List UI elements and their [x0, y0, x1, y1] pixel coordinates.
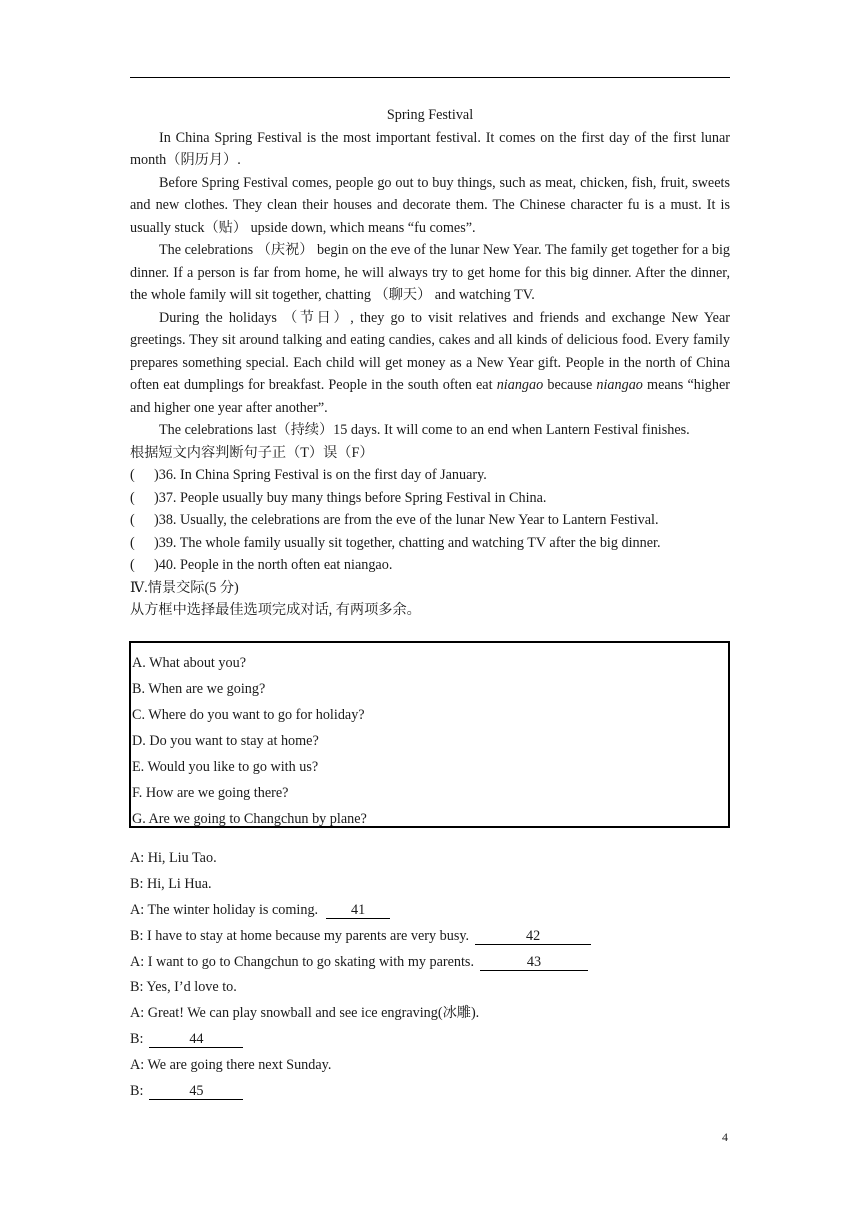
- question-text: )40. People in the north often eat niangao.: [154, 557, 393, 573]
- dialog-text: A: The winter holiday is coming.: [130, 901, 319, 918]
- blank-42: 42: [475, 928, 591, 945]
- tf-question-37: [130, 487, 730, 510]
- dialog-line-6: B: Yes, I’d love to.: [130, 979, 237, 996]
- option-f: F. How are we going there?: [132, 785, 289, 801]
- question-text: )37. People usually buy many things before Spring Festival in China.: [154, 489, 547, 506]
- blank-44: 44: [149, 1031, 243, 1048]
- tf-question-39: [130, 532, 730, 555]
- tf-question-38: [130, 509, 730, 532]
- option-d: D. Do you want to stay at home?: [132, 733, 319, 749]
- paragraph-2: Before Spring Festival comes, people go out to buy things, such as meat, chicken, fish, fruit, sweets and new clothes. They clean their houses and decorate them. The Chinese character fu is a must. It is usually stuck（贴） upside down, which means “fu comes”.: [130, 174, 730, 236]
- blank-43: 43: [480, 954, 588, 971]
- dialog: [130, 846, 730, 1105]
- passage-title: Spring Festival: [386, 107, 474, 123]
- question-text: )39. The whole family usually sit together, chatting and watching TV after the big dinner.: [154, 534, 661, 551]
- tf-question-36: [130, 464, 730, 487]
- blank-45: 45: [149, 1083, 243, 1100]
- dialog-line-5: [130, 950, 730, 976]
- option-a: A. What about you?: [132, 655, 246, 671]
- paragraph-4: During the holidays （节日）, they go to visit relatives and friends and exchange New Year greetings. They sit around talking and eating candies, cakes and all kinds of delicious food. Every family prepares something special. Each child will get money as a New Year gift. People in the north of China often eat dumplings for breakfast. People in the south often eat niangao because niangao means “higher and higher one year after another”.: [130, 309, 730, 416]
- paragraph-3: The celebrations （庆祝） begin on the eve of the lunar New Year. The family get together for a big dinner. If a person is far from home, he will always try to get home for this big dinner. After the dinner, the whole family will sit together, chatting （聊天） and watching TV.: [130, 242, 731, 303]
- dialog-text: B: I have to stay at home because my parents are very busy.: [130, 927, 470, 944]
- option-c: C. Where do you want to go for holiday?: [132, 707, 365, 723]
- header-rule: [130, 77, 730, 78]
- section-heading: Ⅳ.情景交际(5 分): [130, 579, 239, 596]
- options-box: [129, 641, 730, 828]
- answer-paren: (: [130, 489, 135, 506]
- paragraph-5: The celebrations last（持续）15 days. It will come to an end when Lantern Festival finishes.: [159, 422, 690, 438]
- dialog-line-9: A: We are going there next Sunday.: [130, 1057, 332, 1074]
- dialog-speaker: B:: [130, 1083, 144, 1100]
- tf-instruction: 根据短文内容判断句子正（T）误（F）: [130, 444, 374, 461]
- question-text: )38. Usually, the celebrations are from the eve of the lunar New Year to Lantern Festival.: [154, 512, 659, 528]
- option-b: B. When are we going?: [132, 681, 266, 697]
- dialog-text: A: I want to go to Changchun to go skating with my parents.: [130, 953, 475, 970]
- dialog-line-8: [130, 1027, 730, 1053]
- dialog-line-4: [130, 924, 730, 950]
- dialog-line-1: A: Hi, Liu Tao.: [130, 850, 217, 866]
- answer-paren: (: [130, 467, 135, 483]
- paragraph-1: In China Spring Festival is the most important festival. It comes on the first day of the first lunar month（阴历月）.: [130, 129, 730, 168]
- option-g: G. Are we going to Changchun by plane?: [132, 811, 367, 827]
- tf-question-40: [130, 554, 730, 577]
- dialog-speaker: B:: [130, 1031, 144, 1048]
- question-text: )36. In China Spring Festival is on the first day of January.: [154, 467, 487, 483]
- option-e: E. Would you like to go with us?: [132, 759, 319, 775]
- dialog-line-3: [130, 898, 730, 924]
- answer-paren: (: [130, 512, 135, 528]
- page-number: 4: [722, 1130, 728, 1144]
- dialog-line-10: [130, 1079, 730, 1105]
- section-instruction: 从方框中选择最佳选项完成对话, 有两项多余。: [130, 602, 421, 618]
- blank-41: 41: [326, 902, 390, 919]
- dialog-line-2: B: Hi, Li Hua.: [130, 875, 212, 892]
- answer-paren: (: [130, 557, 135, 573]
- reading-section: [130, 104, 730, 622]
- dialog-line-7: A: Great! We can play snowball and see ice engraving(冰雕).: [130, 1005, 480, 1022]
- answer-paren: (: [130, 534, 135, 551]
